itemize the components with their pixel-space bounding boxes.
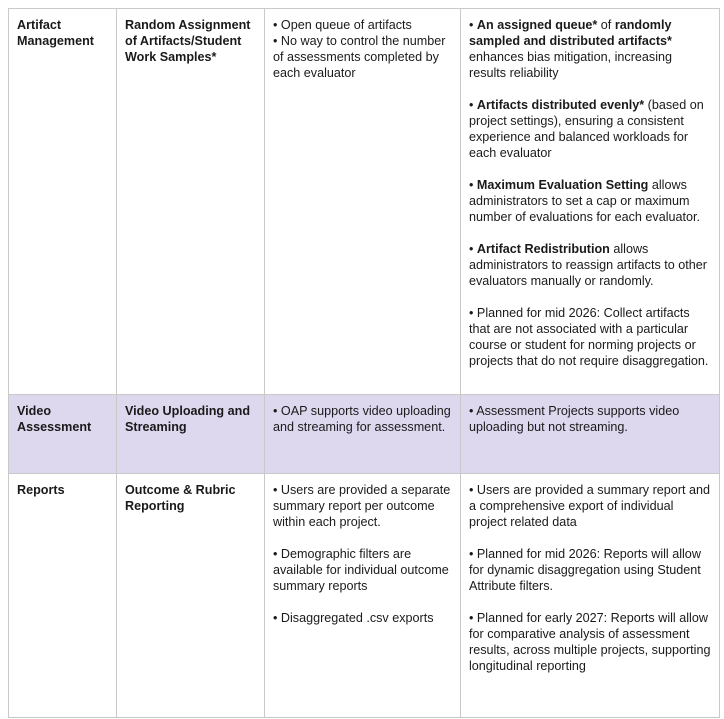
oap-point: • Demographic filters are available for individual outcome summary reports	[273, 547, 449, 593]
oap-point: • Disaggregated .csv exports	[273, 611, 434, 625]
table-row	[9, 9, 720, 395]
ap-point: • Planned for mid 2026: Reports will allow for dynamic disaggregation using Student Attribute filters.	[469, 547, 701, 593]
oap-cell	[265, 9, 461, 395]
ap-cell	[461, 474, 720, 718]
oap-cell	[265, 474, 461, 718]
ap-point: • Artifacts distributed evenly* (based on project settings), ensuring a consistent experience and balanced workloads for each evaluator	[469, 98, 704, 160]
ap-point: • Planned for mid 2026: Collect artifacts that are not associated with a particular course or student for norming projects or projects that do not require disaggregation.	[469, 306, 709, 368]
ap-point: • Users are provided a summary report and a comprehensive export of individual project related data	[469, 483, 710, 529]
category-cell: Reports	[9, 474, 117, 718]
feature-cell: Outcome & Rubric Reporting	[117, 474, 265, 718]
ap-point: • An assigned queue* of randomly sampled and distributed artifacts* enhances bias mitigation, increasing results reliability	[469, 18, 673, 80]
ap-point: • Artifact Redistribution allows administrators to reassign artifacts to other evaluators manually or randomly.	[469, 242, 707, 288]
ap-cell	[461, 9, 720, 395]
table-row	[9, 474, 720, 718]
oap-point: • Open queue of artifacts	[273, 18, 412, 32]
ap-point: • Planned for early 2027: Reports will allow for comparative analysis of assessment results, across multiple projects, supporting longitudinal reporting	[469, 611, 711, 673]
oap-point: • OAP supports video uploading and streaming for assessment.	[273, 404, 451, 434]
feature-comparison-table	[8, 8, 720, 718]
category-cell: Artifact Management	[9, 9, 117, 395]
table-row	[9, 395, 720, 474]
oap-point: • Users are provided a separate summary report per outcome within each project.	[273, 483, 451, 529]
feature-cell: Video Uploading and Streaming	[117, 395, 265, 474]
oap-cell	[265, 395, 461, 474]
ap-point: • Maximum Evaluation Setting allows administrators to set a cap or maximum number of evaluations for each evaluator.	[469, 178, 701, 224]
feature-cell: Random Assignment of Artifacts/Student Work Samples*	[117, 9, 265, 395]
oap-point: • No way to control the number of assessments completed by each evaluator	[273, 34, 446, 80]
category-cell: Video Assessment	[9, 395, 117, 474]
ap-point: • Assessment Projects supports video uploading but not streaming.	[469, 404, 680, 434]
ap-cell	[461, 395, 720, 474]
